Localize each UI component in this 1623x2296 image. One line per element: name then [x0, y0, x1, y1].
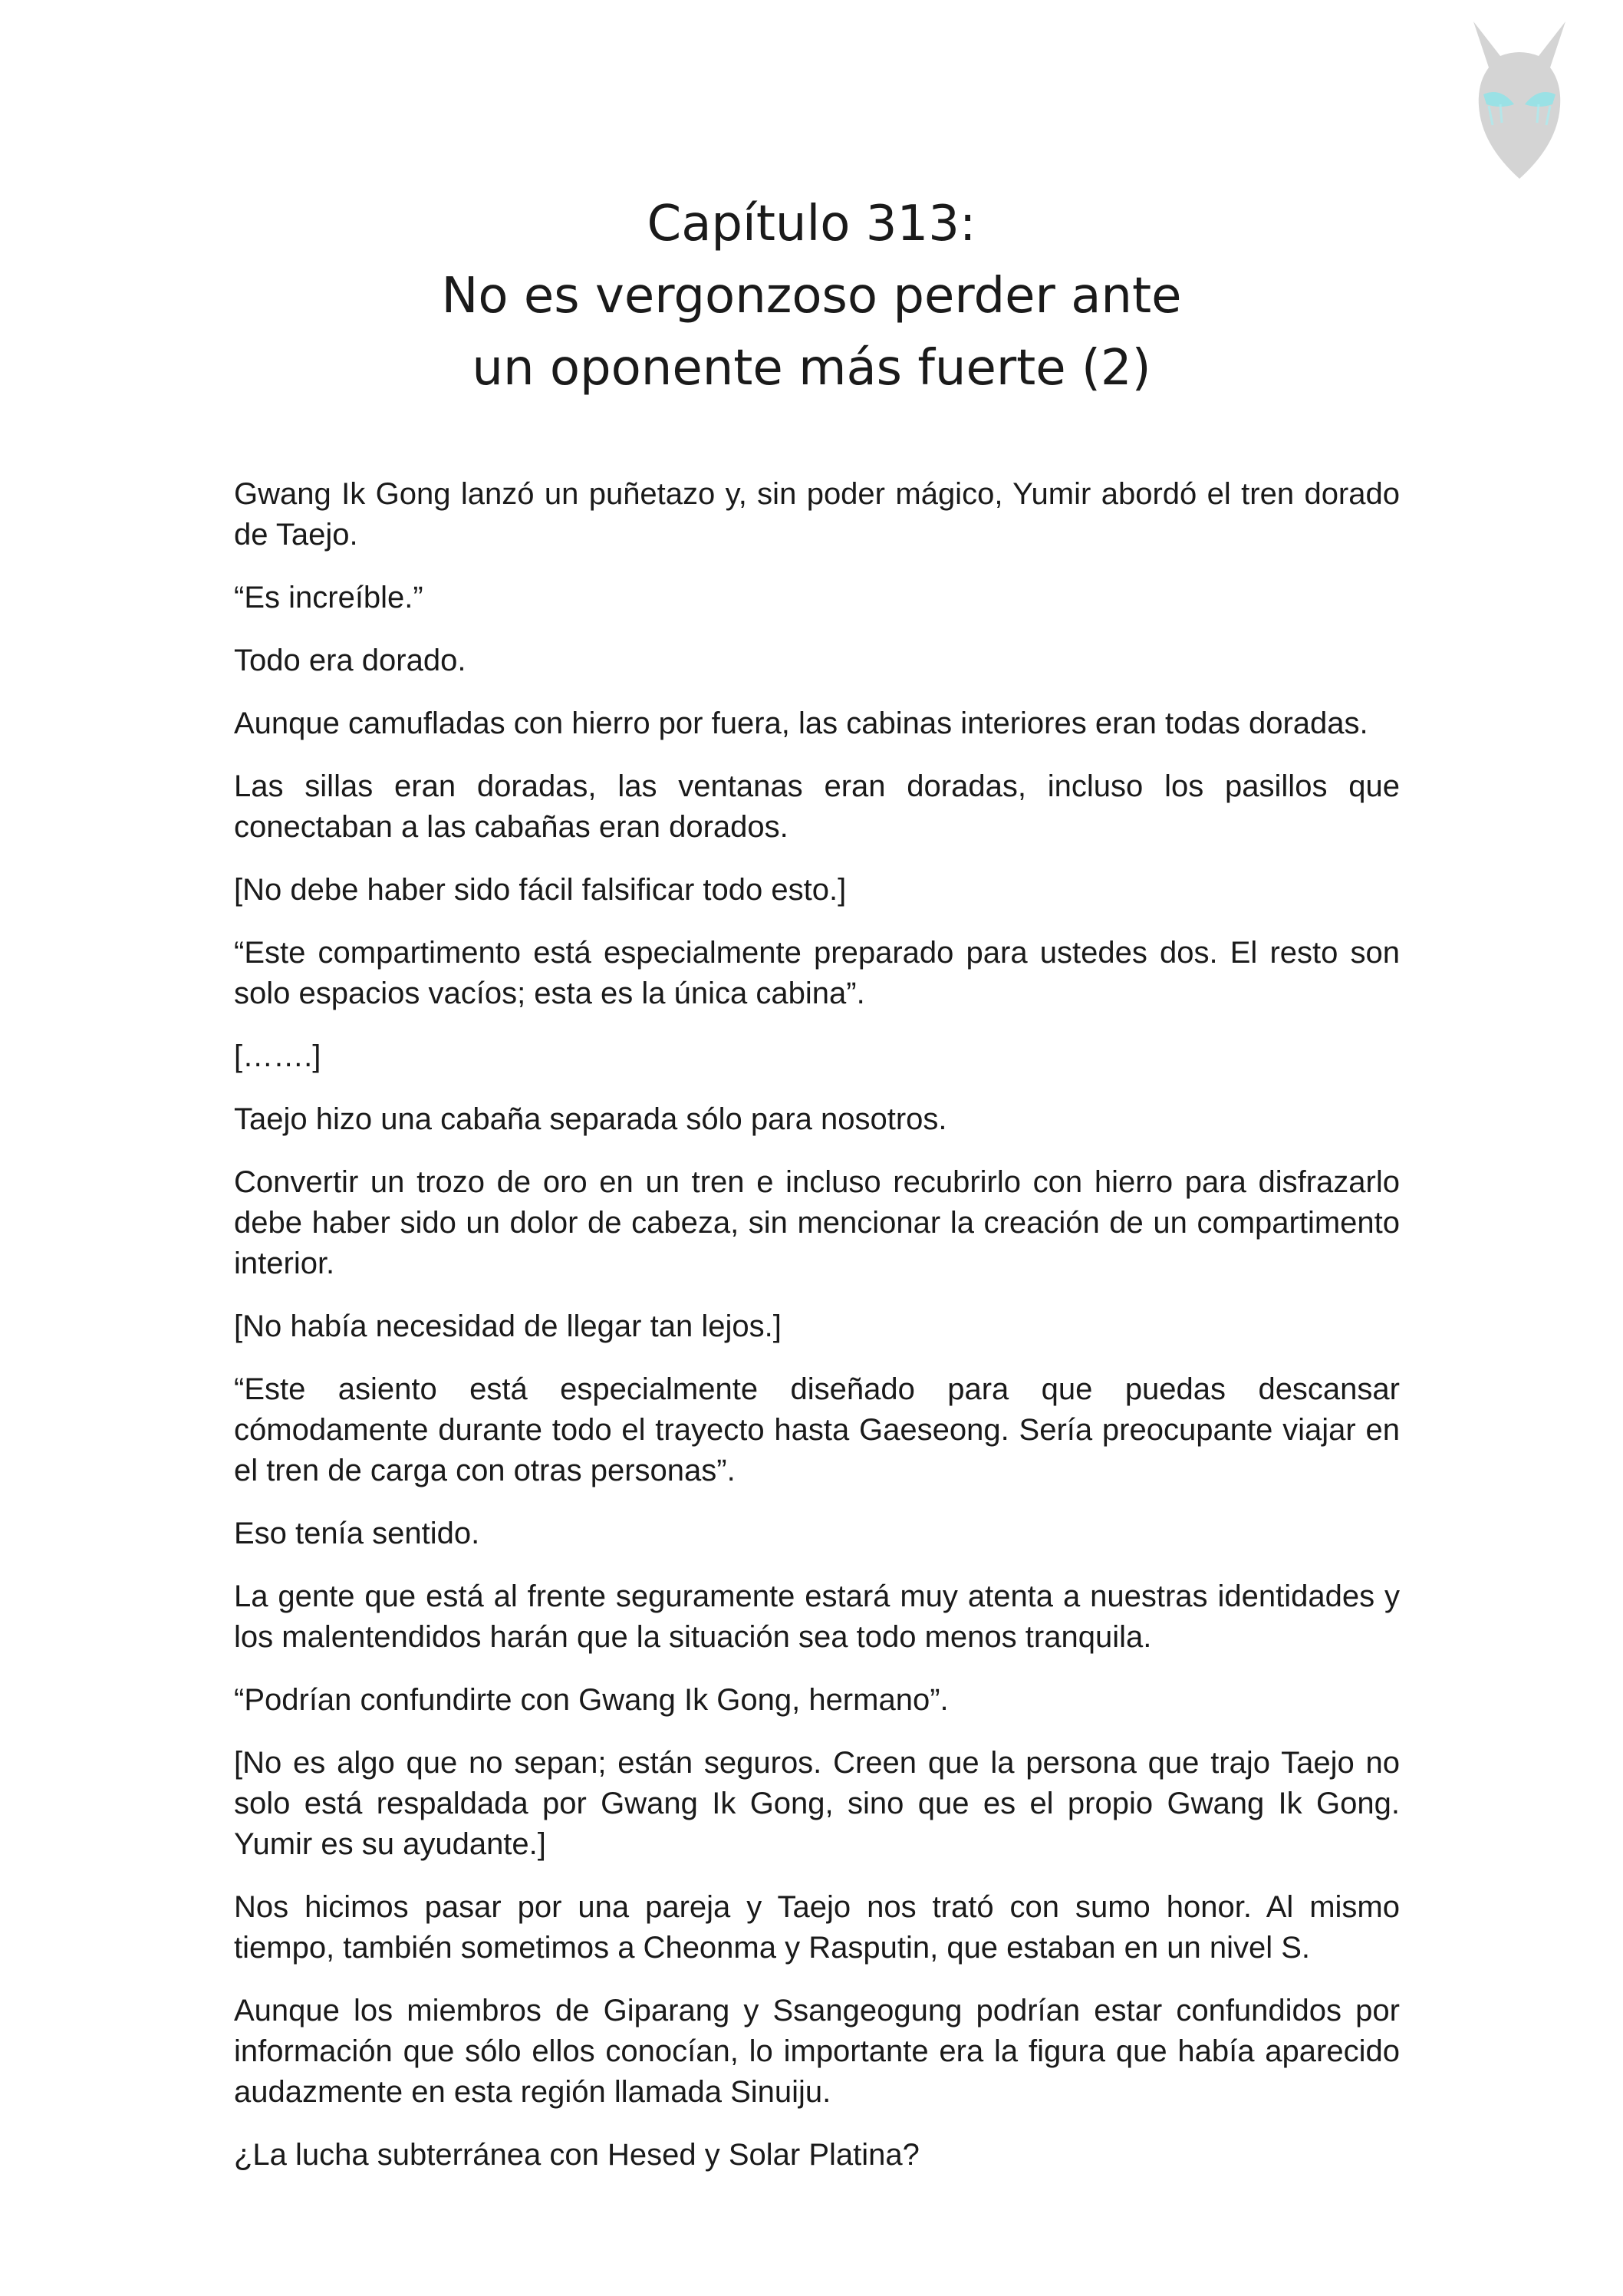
paragraph: Eso tenía sentido.: [234, 1517, 480, 1550]
paragraph: Aunque camufladas con hierro por fuera, las cabinas interiores eran todas doradas.: [234, 707, 1368, 740]
paragraph: Taejo hizo una cabaña separada sólo para nosotros.: [234, 1102, 947, 1136]
chapter-title: [0, 188, 1623, 404]
paragraph: Convertir un trozo de oro en un tren e incluso recubrirlo con hierro para disfrazarlo debe haber sido un dolor de cabeza, sin mencionar la creación de un compartimento interior.: [234, 1165, 1400, 1280]
chapter-title-line-3: un oponente más fuerte (2): [472, 340, 1151, 397]
paragraph: [No había necesidad de llegar tan lejos.]: [234, 1309, 782, 1343]
paragraph: Nos hicimos pasar por una pareja y Taejo nos trató con sumo honor. Al mismo tiempo, también sometimos a Cheonma y Rasputin, que estaban en un nivel S.: [234, 1890, 1400, 1965]
chapter-title-line-1: Capítulo 313:: [647, 196, 976, 252]
paragraph: […….]: [234, 1039, 321, 1073]
paragraph: [No es algo que no sepan; están seguros. Creen que la persona que trajo Taejo no solo está respaldada por Gwang Ik Gong, sino que es el propio Gwang Ik Gong. Yumir es su ayudante.]: [234, 1746, 1400, 1861]
chapter-title-line-2: No es vergonzoso perder ante: [441, 268, 1182, 324]
demon-head-logo-icon: [1447, 14, 1592, 190]
paragraph: Las sillas eran doradas, las ventanas eran doradas, incluso los pasillos que conectaban a las cabañas eran dorados.: [234, 769, 1400, 844]
paragraph: “Este compartimento está especialmente preparado para ustedes dos. El resto son solo espacios vacíos; esta es la única cabina”.: [234, 936, 1400, 1010]
paragraph: Todo era dorado.: [234, 644, 466, 677]
paragraph: [No debe haber sido fácil falsificar todo esto.]: [234, 873, 847, 907]
chapter-body: [234, 474, 1400, 2198]
paragraph: Gwang Ik Gong lanzó un puñetazo y, sin poder mágico, Yumir abordó el tren dorado de Taejo.: [234, 477, 1400, 552]
paragraph: “Es increíble.”: [234, 581, 423, 614]
paragraph: ¿La lucha subterránea con Hesed y Solar Platina?: [234, 2138, 920, 2172]
paragraph: “Este asiento está especialmente diseñado para que puedas descansar cómodamente durante todo el trayecto hasta Gaeseong. Sería preocupante viajar en el tren de carga con otras personas”.: [234, 1372, 1400, 1487]
paragraph: “Podrían confundirte con Gwang Ik Gong, hermano”.: [234, 1683, 949, 1717]
paragraph: La gente que está al frente seguramente estará muy atenta a nuestras identidades y los malentendidos harán que la situación sea todo menos tranquila.: [234, 1580, 1400, 1654]
paragraph: Aunque los miembros de Giparang y Ssangeogung podrían estar confundidos por información que sólo ellos conocían, lo importante era la figura que había aparecido audazmente en esta región llamada Sinuiju.: [234, 1994, 1400, 2109]
